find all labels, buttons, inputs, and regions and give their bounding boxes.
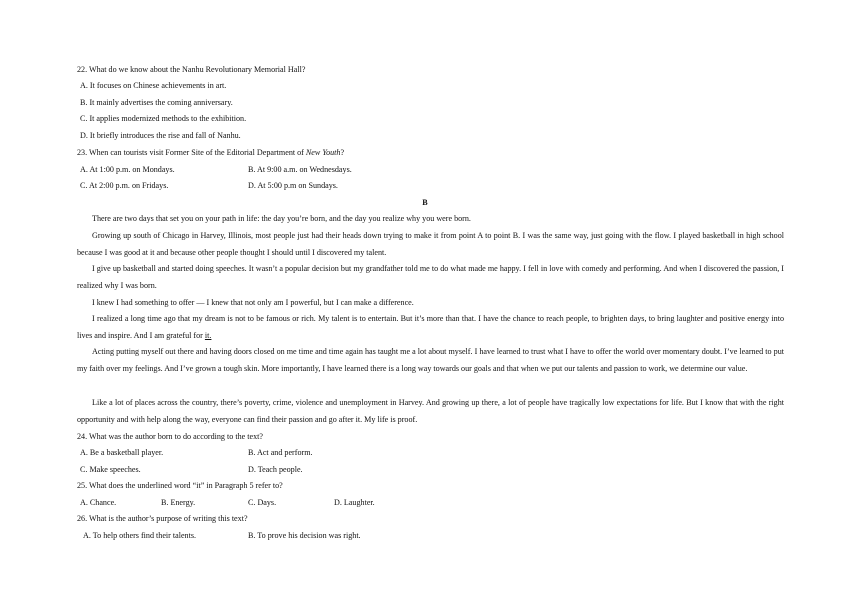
question-24-option-c: C. Make speeches. [80,465,141,474]
question-23-title-italic: New Youth [305,148,341,157]
question-22-option-b: B. It mainly advertises the coming anniversary. [80,98,233,107]
question-26-option-b: B. To prove his decision was right. [248,531,361,540]
question-24: 24. What was the author born to do according to the text? [77,432,263,441]
question-22-option-a: A. It focuses on Chinese achievements in art. [80,81,227,90]
question-23-option-c: C. At 2:00 p.m. on Fridays. [80,181,169,190]
question-25-option-d: D. Laughter. [334,498,375,507]
question-24-option-b: B. Act and perform. [248,448,313,457]
question-23-mark: ? [340,148,345,157]
question-24-option-a: A. Be a basketball player. [80,448,164,457]
question-25-option-a: A. Chance. [80,498,117,507]
question-26: 26. What is the author’s purpose of writing this text? [77,514,248,523]
question-22-option-c: C. It applies modernized methods to the exhibition. [80,114,247,123]
passage-paragraph-4: I knew I had something to offer — I knew that not only am I powerful, but I can make a difference. [92,298,414,307]
question-22-option-d: D. It briefly introduces the rise and fall of Nanhu. [80,131,241,140]
question-25-option-c: C. Days. [248,498,277,507]
paragraph-5-text: I realized a long time ago that my dream is not to be famous or rich. My talent is to entertain. But it’s more than that. I have the chance to reach people, to brighten days, to bring laughter and positive energy into lives and inspire. And I am grateful for [77,314,784,340]
question-22: 22. What do we know about the Nanhu Revolutionary Memorial Hall? [77,65,306,74]
question-25: 25. What does the underlined word “it” in Paragraph 5 refer to? [77,481,283,490]
passage-paragraph-3: I give up basketball and started doing speeches. It wasn’t a popular decision but my grandfather told me to do what made me happy. I fell in love with comedy and performing. And when I discovered the passion, I realized why I was born. [77,264,784,290]
question-23-option-a: A. At 1:00 p.m. on Mondays. [80,165,175,174]
passage-paragraph-6: Acting putting myself out there and having doors closed on me time and time again has taught me a lot about myself. I have learned to trust what I have to offer the world over momentary doubt. I’ve learned to put my faith over my feelings. And I’ve grown a tough skin. More importantly, I have learned there is a long way towards our goals and that when we put our talents and passion to work, we determine our value. [77,347,784,373]
passage-paragraph-5 [77,311,784,345]
passage-paragraph-1: There are two days that set you on your path in life: the day you’re born, and the day you realize why you were born. [92,214,471,223]
question-23-option-d: D. At 5:00 p.m on Sundays. [248,181,338,190]
passage-paragraph-7: Like a lot of places across the country, there’s poverty, crime, violence and unemployment in Harvey. And growing up there, a lot of people have tragically low expectations for life. But I know that with the right opportunity and with help along the way, everyone can find their passion and go after it. My life is proof. [77,398,784,424]
question-23-option-b: B. At 9:00 a.m. on Wednesdays. [248,165,352,174]
question-24-option-d: D. Teach people. [248,465,303,474]
passage-paragraph-2: Growing up south of Chicago in Harvey, Illinois, most people just had their heads down trying to make it from point A to point B. I was the same way, just going with the flow. I played basketball in high school because I was good at it and because other people thought I should until I discovered my talent. [77,231,784,257]
question-26-option-a: A. To help others find their talents. [83,531,197,540]
question-23 [77,148,344,158]
question-25-option-b: B. Energy. [161,498,196,507]
question-23-text: 23. When can tourists visit Former Site of the Editorial Department of [77,148,306,157]
underlined-word-it: it. [204,330,212,340]
section-b-heading: B [422,198,428,207]
